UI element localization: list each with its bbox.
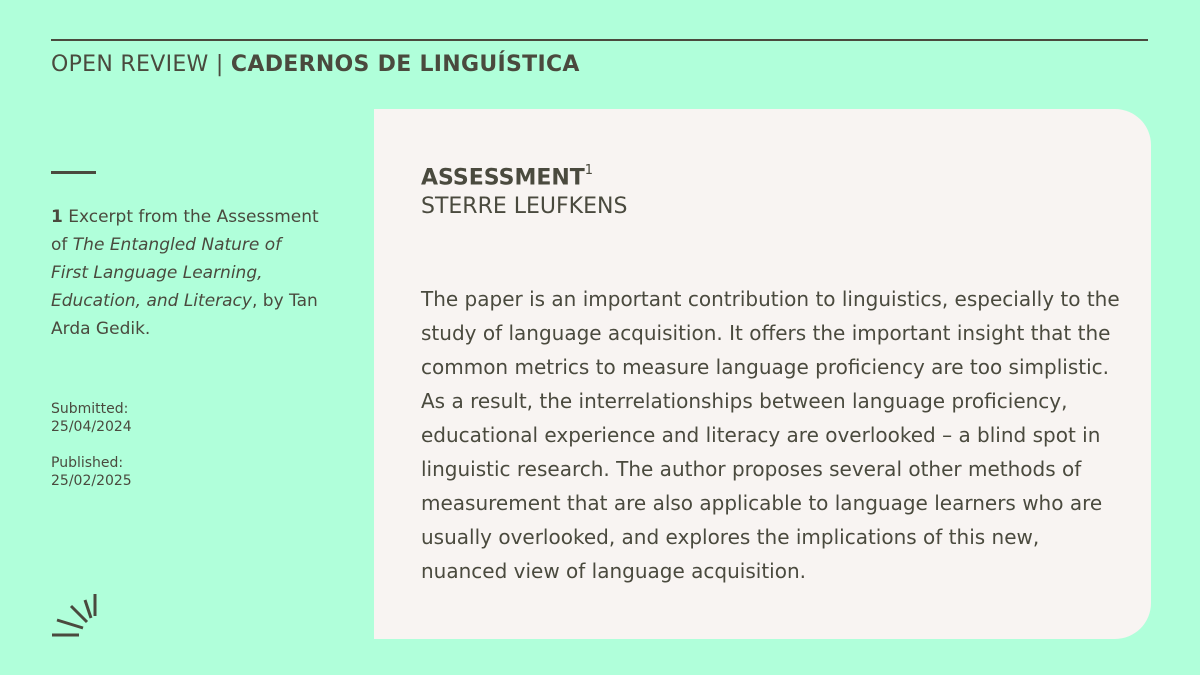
header-label: OPEN REVIEW | xyxy=(51,52,231,77)
submitted-value: 25/04/2024 xyxy=(51,419,132,435)
assessment-card xyxy=(374,109,1151,639)
assessment-title xyxy=(421,165,593,190)
assessment-footnote-marker: 1 xyxy=(584,163,594,178)
footnote xyxy=(51,203,321,343)
page-header xyxy=(51,52,580,77)
top-rule xyxy=(51,39,1148,41)
submitted-label: Submitted: xyxy=(51,401,129,417)
sunburst-logo-icon xyxy=(49,592,99,640)
footnote-text-after: , by Tan Arda Gedik. xyxy=(51,291,318,339)
submitted-date xyxy=(51,400,251,436)
assessment-body: The paper is an important contribution to linguistics, especially to the study of language acquisition. It offers the important insight that the common metrics to measure language proficiency are too simplistic. As a result, the interrelationships between language proficiency, educational experience and literacy are overlooked – a blind spot in linguistic research. The author proposes several other methods of measurement that are also applicable to language learners who are usually overlooked, and explores the implications of this new, nuanced view of language acquisition. xyxy=(421,287,1120,583)
assessment-title-text: ASSESSMENT xyxy=(421,165,585,191)
assessment-author: STERRE LEUFKENS xyxy=(421,194,628,219)
footnote-paper-title: The Entangled Nature of First Language Learning, Education, and Literacy xyxy=(51,235,282,311)
journal-name: CADERNOS DE LINGUÍSTICA xyxy=(230,52,580,77)
published-date xyxy=(51,454,251,490)
published-label: Published: xyxy=(51,455,124,471)
footnote-text-before: Excerpt from the Assessment of xyxy=(51,207,319,255)
footnote-number: 1 xyxy=(51,207,63,227)
sidebar-divider xyxy=(51,171,96,174)
published-value: 25/02/2025 xyxy=(51,473,132,489)
